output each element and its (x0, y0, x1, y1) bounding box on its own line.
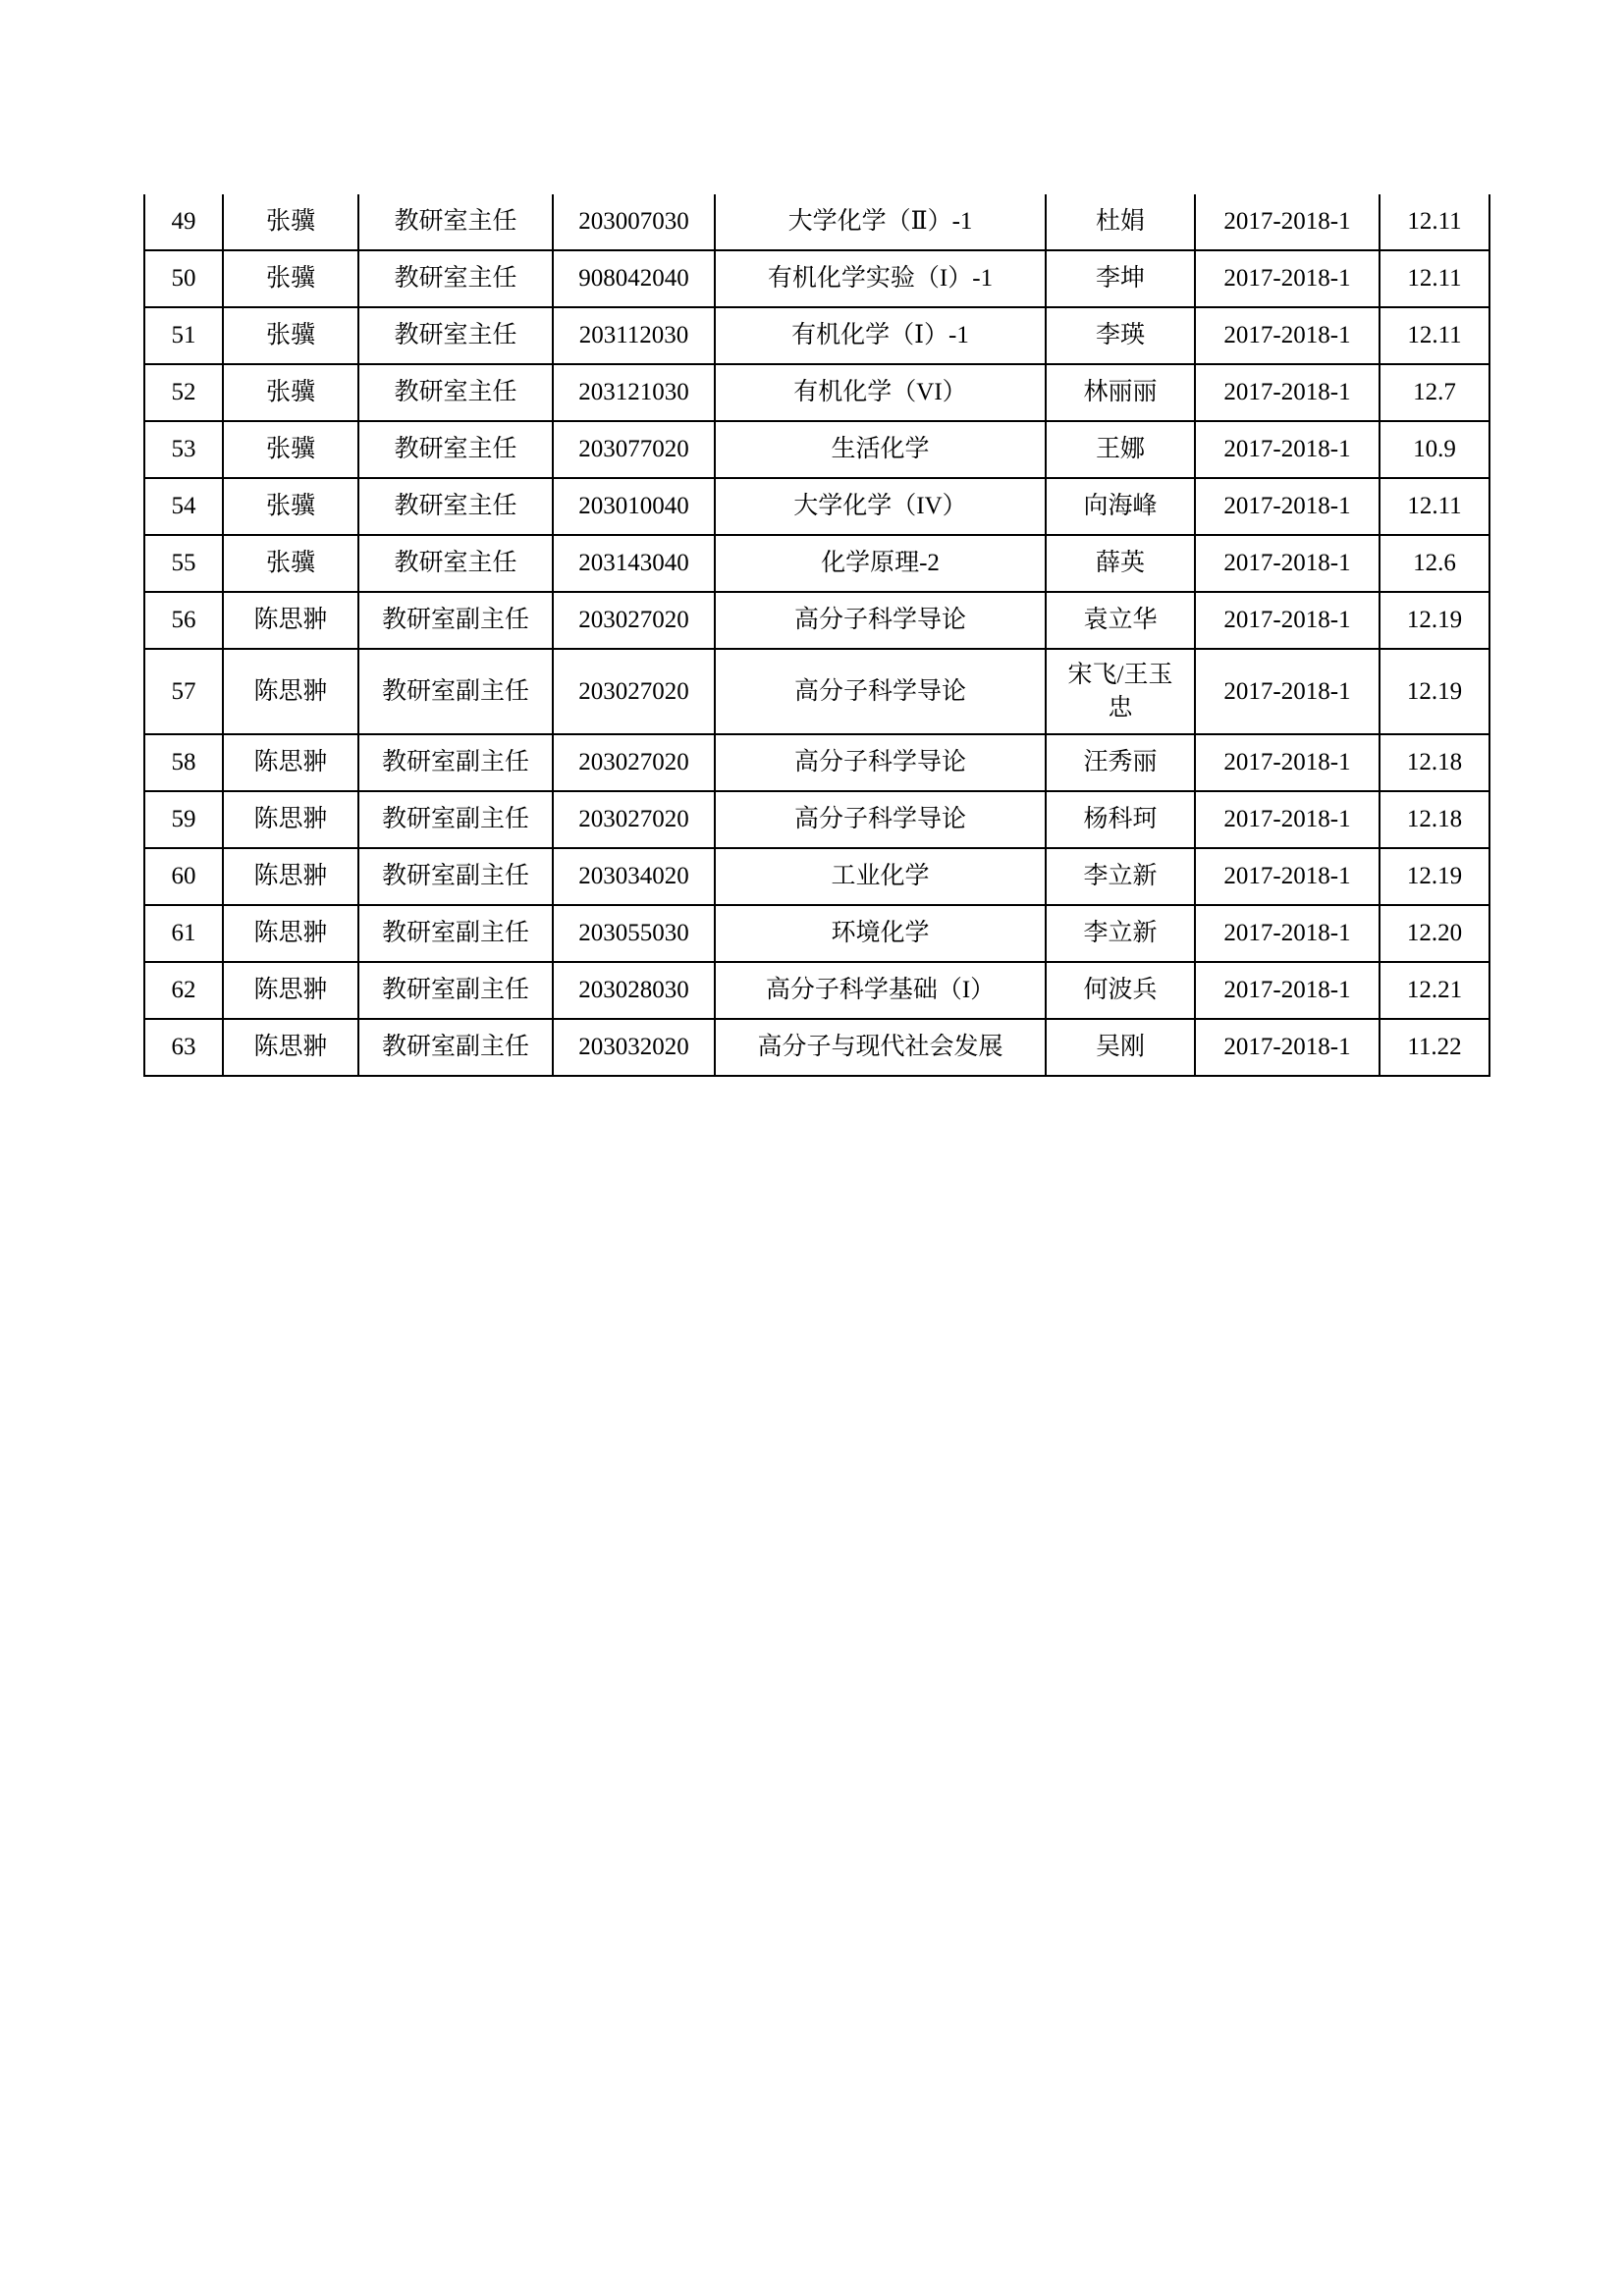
term-cell: 2017-2018-1 (1195, 478, 1380, 535)
table-body (144, 194, 1489, 1076)
reviewer-role-cell: 教研室副主任 (358, 592, 553, 649)
term-cell: 2017-2018-1 (1195, 649, 1380, 734)
reviewer-role-cell: 教研室副主任 (358, 905, 553, 962)
reviewer-name-cell: 陈思翀 (223, 905, 358, 962)
date-cell: 12.20 (1380, 905, 1489, 962)
reviewer-role-cell: 教研室副主任 (358, 734, 553, 791)
reviewer-name-cell: 张骥 (223, 364, 358, 421)
teacher-name-cell: 宋飞/王玉忠 (1046, 649, 1195, 734)
course-code-cell: 203027020 (553, 649, 715, 734)
table-row (144, 905, 1489, 962)
teacher-name-cell: 薛英 (1046, 535, 1195, 592)
reviewer-name-cell: 张骥 (223, 250, 358, 307)
reviewer-role-cell: 教研室副主任 (358, 791, 553, 848)
term-cell: 2017-2018-1 (1195, 307, 1380, 364)
term-cell: 2017-2018-1 (1195, 364, 1380, 421)
term-cell: 2017-2018-1 (1195, 962, 1380, 1019)
teacher-name-cell: 向海峰 (1046, 478, 1195, 535)
reviewer-name-cell: 陈思翀 (223, 649, 358, 734)
term-cell: 2017-2018-1 (1195, 250, 1380, 307)
row-number-cell: 50 (144, 250, 223, 307)
course-code-cell: 203112030 (553, 307, 715, 364)
reviewer-name-cell: 陈思翀 (223, 592, 358, 649)
date-cell: 12.21 (1380, 962, 1489, 1019)
date-cell: 12.6 (1380, 535, 1489, 592)
course-name-cell: 高分子科学导论 (715, 734, 1046, 791)
date-cell: 12.11 (1380, 250, 1489, 307)
table-row (144, 962, 1489, 1019)
teacher-name-cell: 杨科珂 (1046, 791, 1195, 848)
reviewer-role-cell: 教研室副主任 (358, 848, 553, 905)
course-code-cell: 203027020 (553, 791, 715, 848)
row-number-cell: 58 (144, 734, 223, 791)
date-cell: 12.19 (1380, 649, 1489, 734)
teacher-name-cell: 李立新 (1046, 848, 1195, 905)
reviewer-role-cell: 教研室主任 (358, 364, 553, 421)
reviewer-role-cell: 教研室主任 (358, 194, 553, 250)
course-code-cell: 203007030 (553, 194, 715, 250)
course-name-cell: 有机化学（Ⅰ）-1 (715, 307, 1046, 364)
teacher-name-cell: 李坤 (1046, 250, 1195, 307)
course-code-cell: 203121030 (553, 364, 715, 421)
row-number-cell: 52 (144, 364, 223, 421)
reviewer-role-cell: 教研室副主任 (358, 1019, 553, 1076)
date-cell: 12.11 (1380, 478, 1489, 535)
course-name-cell: 大学化学（IV） (715, 478, 1046, 535)
course-code-cell: 203028030 (553, 962, 715, 1019)
term-cell: 2017-2018-1 (1195, 1019, 1380, 1076)
row-number-cell: 63 (144, 1019, 223, 1076)
course-code-cell: 203077020 (553, 421, 715, 478)
row-number-cell: 53 (144, 421, 223, 478)
teacher-name-cell: 袁立华 (1046, 592, 1195, 649)
date-cell: 12.19 (1380, 592, 1489, 649)
reviewer-role-cell: 教研室主任 (358, 421, 553, 478)
row-number-cell: 55 (144, 535, 223, 592)
teacher-name-cell: 何波兵 (1046, 962, 1195, 1019)
table-row (144, 791, 1489, 848)
row-number-cell: 56 (144, 592, 223, 649)
reviewer-name-cell: 陈思翀 (223, 1019, 358, 1076)
row-number-cell: 59 (144, 791, 223, 848)
teacher-name-cell: 李瑛 (1046, 307, 1195, 364)
reviewer-name-cell: 陈思翀 (223, 791, 358, 848)
date-cell: 12.18 (1380, 734, 1489, 791)
term-cell: 2017-2018-1 (1195, 592, 1380, 649)
date-cell: 12.7 (1380, 364, 1489, 421)
course-name-cell: 化学原理-2 (715, 535, 1046, 592)
reviewer-role-cell: 教研室副主任 (358, 962, 553, 1019)
reviewer-name-cell: 陈思翀 (223, 848, 358, 905)
reviewer-role-cell: 教研室主任 (358, 250, 553, 307)
course-code-cell: 203027020 (553, 734, 715, 791)
row-number-cell: 51 (144, 307, 223, 364)
table-row (144, 421, 1489, 478)
term-cell: 2017-2018-1 (1195, 791, 1380, 848)
row-number-cell: 61 (144, 905, 223, 962)
date-cell: 12.18 (1380, 791, 1489, 848)
table-row (144, 194, 1489, 250)
term-cell: 2017-2018-1 (1195, 421, 1380, 478)
course-code-cell: 908042040 (553, 250, 715, 307)
course-code-cell: 203032020 (553, 1019, 715, 1076)
teacher-name-cell: 林丽丽 (1046, 364, 1195, 421)
reviewer-role-cell: 教研室副主任 (358, 649, 553, 734)
reviewer-role-cell: 教研室主任 (358, 535, 553, 592)
table-row (144, 734, 1489, 791)
course-name-cell: 生活化学 (715, 421, 1046, 478)
date-cell: 12.11 (1380, 307, 1489, 364)
course-code-cell: 203055030 (553, 905, 715, 962)
date-cell: 12.19 (1380, 848, 1489, 905)
course-name-cell: 高分子与现代社会发展 (715, 1019, 1046, 1076)
reviewer-name-cell: 张骥 (223, 307, 358, 364)
term-cell: 2017-2018-1 (1195, 905, 1380, 962)
reviewer-name-cell: 张骥 (223, 194, 358, 250)
teacher-name-cell: 王娜 (1046, 421, 1195, 478)
reviewer-role-cell: 教研室主任 (358, 478, 553, 535)
row-number-cell: 49 (144, 194, 223, 250)
course-name-cell: 环境化学 (715, 905, 1046, 962)
date-cell: 10.9 (1380, 421, 1489, 478)
course-name-cell: 工业化学 (715, 848, 1046, 905)
reviewer-name-cell: 陈思翀 (223, 734, 358, 791)
course-name-cell: 高分子科学导论 (715, 649, 1046, 734)
course-name-cell: 高分子科学导论 (715, 592, 1046, 649)
table-row (144, 1019, 1489, 1076)
course-name-cell: 高分子科学基础（I） (715, 962, 1046, 1019)
table-row (144, 250, 1489, 307)
table-row (144, 478, 1489, 535)
term-cell: 2017-2018-1 (1195, 535, 1380, 592)
table-row (144, 535, 1489, 592)
course-name-cell: 高分子科学导论 (715, 791, 1046, 848)
term-cell: 2017-2018-1 (1195, 848, 1380, 905)
row-number-cell: 54 (144, 478, 223, 535)
reviewer-name-cell: 张骥 (223, 535, 358, 592)
course-name-cell: 有机化学实验（I）-1 (715, 250, 1046, 307)
row-number-cell: 60 (144, 848, 223, 905)
teacher-name-cell: 杜娟 (1046, 194, 1195, 250)
term-cell: 2017-2018-1 (1195, 194, 1380, 250)
date-cell: 12.11 (1380, 194, 1489, 250)
teacher-name-cell: 吴刚 (1046, 1019, 1195, 1076)
reviewer-role-cell: 教研室主任 (358, 307, 553, 364)
course-code-cell: 203027020 (553, 592, 715, 649)
reviewer-name-cell: 张骥 (223, 478, 358, 535)
evaluation-table (143, 194, 1490, 1077)
table-row (144, 364, 1489, 421)
reviewer-name-cell: 陈思翀 (223, 962, 358, 1019)
teacher-name-cell: 李立新 (1046, 905, 1195, 962)
table-row (144, 592, 1489, 649)
teacher-name-cell: 汪秀丽 (1046, 734, 1195, 791)
table-row (144, 649, 1489, 734)
term-cell: 2017-2018-1 (1195, 734, 1380, 791)
date-cell: 11.22 (1380, 1019, 1489, 1076)
course-name-cell: 有机化学（VI） (715, 364, 1046, 421)
row-number-cell: 62 (144, 962, 223, 1019)
course-code-cell: 203034020 (553, 848, 715, 905)
course-name-cell: 大学化学（Ⅱ）-1 (715, 194, 1046, 250)
table-row (144, 848, 1489, 905)
table-row (144, 307, 1489, 364)
course-code-cell: 203143040 (553, 535, 715, 592)
course-code-cell: 203010040 (553, 478, 715, 535)
row-number-cell: 57 (144, 649, 223, 734)
reviewer-name-cell: 张骥 (223, 421, 358, 478)
